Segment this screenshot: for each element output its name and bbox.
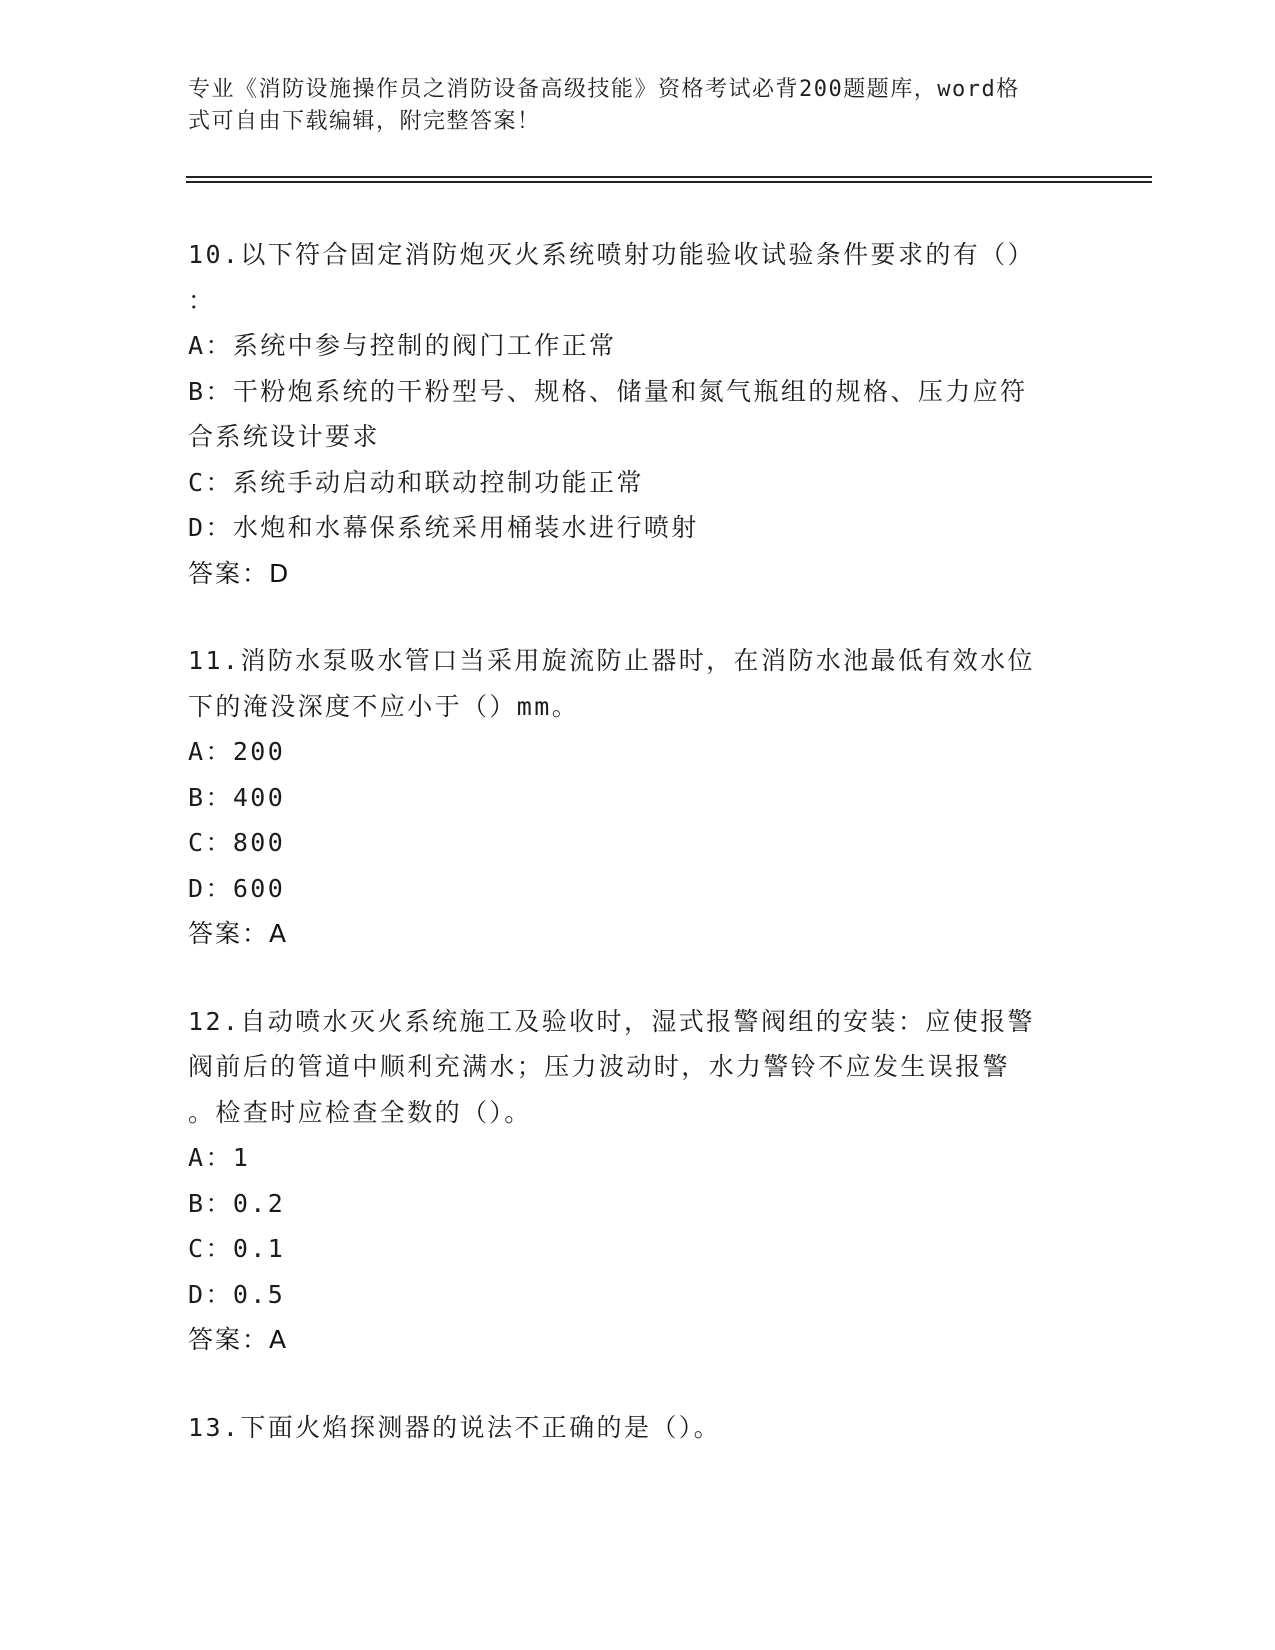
option-b: B：干粉炮系统的干粉型号、规格、储量和氮气瓶组的规格、压力应符 xyxy=(188,376,1028,406)
question-12 xyxy=(188,999,1088,1363)
answer-label: 答案：D xyxy=(188,558,291,588)
answer-label: 答案：A xyxy=(188,1325,289,1354)
option-b: B：400 xyxy=(188,782,286,812)
option-d: D：600 xyxy=(188,873,286,903)
option-a: A：系统中参与控制的阀门工作正常 xyxy=(188,331,617,360)
question-text-line: 。检查时应检查全数的（）。 xyxy=(188,1097,532,1127)
question-text-line: ： xyxy=(188,285,216,315)
option-c: C：800 xyxy=(188,828,286,857)
option-c: C：0.1 xyxy=(188,1234,286,1263)
question-list xyxy=(188,232,1088,1492)
option-d: D：水炮和水幕保系统采用桶装水进行喷射 xyxy=(188,513,699,542)
question-10 xyxy=(188,232,1088,596)
header-line-1: 专业《消防设施操作员之消防设备高级技能》资格考试必背200题题库，word格 xyxy=(188,77,1020,102)
question-text-line: 10.以下符合固定消防炮灭火系统喷射功能验收试验条件要求的有（） xyxy=(188,240,1035,269)
question-11 xyxy=(188,638,1088,957)
option-b: B：0.2 xyxy=(188,1188,286,1218)
question-text-line: 11.消防水泵吸水管口当采用旋流防止器时，在消防水池最低有效水位 xyxy=(188,646,1035,675)
question-13 xyxy=(188,1405,1088,1451)
header-line-2: 式可自由下载编辑，附完整答案！ xyxy=(188,109,541,134)
document-header xyxy=(188,74,1068,138)
question-text-line: 12.自动喷水灭火系统施工及验收时，湿式报警阀组的安装：应使报警 xyxy=(188,1006,1035,1036)
question-text-line: 阀前后的管道中顺利充满水；压力波动时，水力警铃不应发生误报警 xyxy=(188,1052,1011,1081)
header-divider-bottom xyxy=(186,181,1152,183)
header-divider-top xyxy=(186,176,1152,178)
option-b-continued: 合系统设计要求 xyxy=(188,422,380,451)
option-a: A：200 xyxy=(188,737,286,766)
question-text-line: 下的淹没深度不应小于（）mm。 xyxy=(188,691,580,721)
option-a: A：1 xyxy=(188,1143,251,1172)
option-d: D：0.5 xyxy=(188,1279,286,1309)
option-c: C：系统手动启动和联动控制功能正常 xyxy=(188,467,644,497)
question-text-line: 13.下面火焰探测器的说法不正确的是（）。 xyxy=(188,1412,722,1442)
answer-label: 答案：A xyxy=(188,919,289,948)
